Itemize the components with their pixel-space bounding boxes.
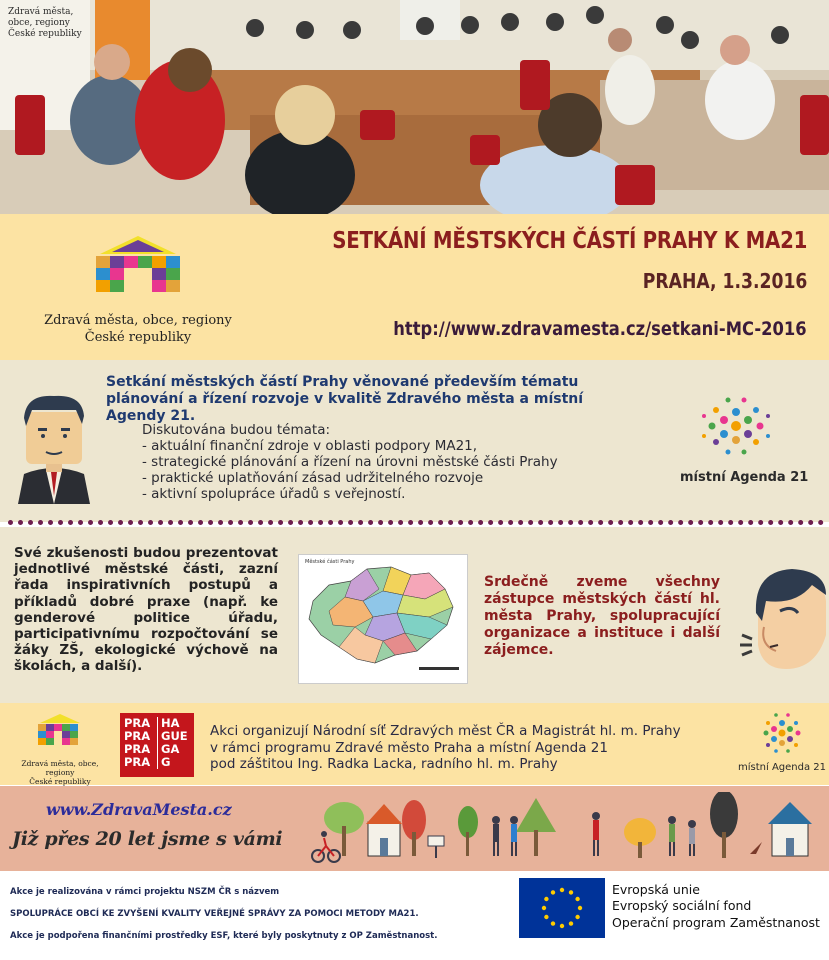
prague-map-icon: [299, 555, 467, 683]
footer-line: Akce je realizována v rámci projektu NSZM ČR s názvem: [10, 887, 280, 897]
eu-line: Operační program Zaměstnanost: [612, 914, 820, 930]
eu-flag-icon: [519, 878, 605, 938]
logo-line1: Zdravá města, obce, regiony: [44, 313, 232, 328]
praha-logo-text: GA: [157, 743, 190, 756]
small-logo-line1: Zdravá města, obce, regiony: [21, 759, 99, 777]
map-title: Městské části Prahy: [305, 559, 355, 565]
experience-text: Své zkušenosti budou prezentovat jednotlivé městské části, zazní řada inspirativních postupů a příkladů dobré praxe (např. ke genderové politice úřadu, participativnímu rozpočtování se žáky ZŠ, ekologické výchově na školách, a další).: [14, 545, 278, 675]
zdrava-mesta-logo: [38, 234, 238, 346]
house-logo-small-icon: [6, 713, 114, 753]
invitation-text: Srdečně zveme všechny zástupce městských částí hl. města Prahy, spolupracující organizace a instituce i další zájemce.: [484, 574, 720, 658]
intro-text: Setkání městských částí Prahy věnované především tématu plánování a řízení rozvoje v kvalitě Zdravého města a místní Agendy 21.: [106, 374, 584, 424]
agenda21-dots-icon: [676, 390, 796, 462]
small-logo-line2: České republiky: [29, 777, 91, 786]
topics-list: [142, 422, 558, 502]
praha-logo-text: PRA: [124, 755, 151, 769]
man-character-icon: [16, 392, 92, 508]
praha-logo-text: PRA: [124, 716, 151, 730]
agenda21-small-logo: [738, 711, 826, 773]
eu-line: Evropský sociální fond: [612, 898, 752, 914]
footer-line: SPOLUPRÁCE OBCÍ KE ZVYŠENÍ KVALITY VEŘEJNÉ SPRÁVY ZA POMOCI METODY MA21.: [10, 909, 419, 919]
website-link[interactable]: www.ZdravaMesta.cz: [46, 800, 232, 819]
description-section: [0, 360, 829, 522]
page-title: SETKÁNÍ MĚSTSKÝCH ČÁSTÍ PRAHY K MA21: [332, 228, 807, 254]
agenda21-small-dots-icon: [738, 711, 826, 755]
eu-line: Evropská unie: [612, 882, 700, 897]
speaking-man-icon: [736, 565, 826, 679]
praha-logo-text: HA: [157, 717, 190, 730]
agenda21-logo: [676, 390, 809, 485]
event-date: PRAHA, 1.3.2016: [642, 269, 807, 293]
prague-districts-map: [298, 554, 468, 684]
topic-item: - praktické uplatňování zásad udržitelného rozvoje: [142, 470, 484, 486]
photo-banner-text: Zdravá města, obce, regiony České republiky: [8, 7, 82, 39]
event-url-link[interactable]: http://www.zdravamesta.cz/setkani-MC-2016: [393, 318, 807, 340]
slogan-text: Již přes 20 let jsme s vámi: [12, 828, 283, 850]
organizers-line: Akci organizují Národní síť Zdravých měst ČR a Magistrát hl. m. Prahy: [210, 723, 681, 739]
organizers-line: pod záštitou Ing. Radka Lacka, radního hl. m. Prahy: [210, 756, 558, 772]
organizers-line: v rámci programu Zdravé město Praha a místní Agenda 21: [210, 739, 608, 756]
footer: [0, 871, 829, 960]
section-divider: [8, 520, 824, 525]
event-photo: [0, 0, 829, 214]
organizers-section: [0, 703, 829, 785]
eu-funding-text: [612, 882, 820, 931]
house-logo-icon: [38, 234, 238, 308]
praha-logo: [120, 713, 194, 777]
praha-logo-text: G: [157, 756, 190, 769]
title-section: [0, 214, 829, 360]
logo-line2: České republiky: [84, 330, 192, 345]
praha-logo-text: GUE: [157, 730, 190, 743]
zdrava-mesta-small-logo: [6, 713, 114, 786]
topics-heading: Diskutována budou témata:: [142, 422, 331, 438]
praha-logo-text: PRA: [124, 729, 151, 743]
slogan-banner: [0, 786, 829, 871]
topic-item: - aktuální finanční zdroje v oblasti podpory MA21,: [142, 438, 478, 454]
topic-item: - strategické plánování a řízení na úrovni městské části Prahy: [142, 454, 558, 470]
middle-section: [0, 527, 829, 703]
praha-logo-text: PRA: [124, 742, 151, 756]
agenda21-label: místní Agenda 21: [680, 470, 809, 485]
topic-item: - aktivní spolupráce úřadů s veřejností.: [142, 486, 406, 502]
agenda21-small-label: místní Agenda 21: [738, 762, 827, 773]
organizers-text: [210, 723, 681, 773]
town-illustration-icon: [310, 792, 829, 874]
footer-line: Akce je podpořena finančními prostředky ESF, které byly poskytnuty z OP Zaměstnanost.: [10, 931, 438, 941]
